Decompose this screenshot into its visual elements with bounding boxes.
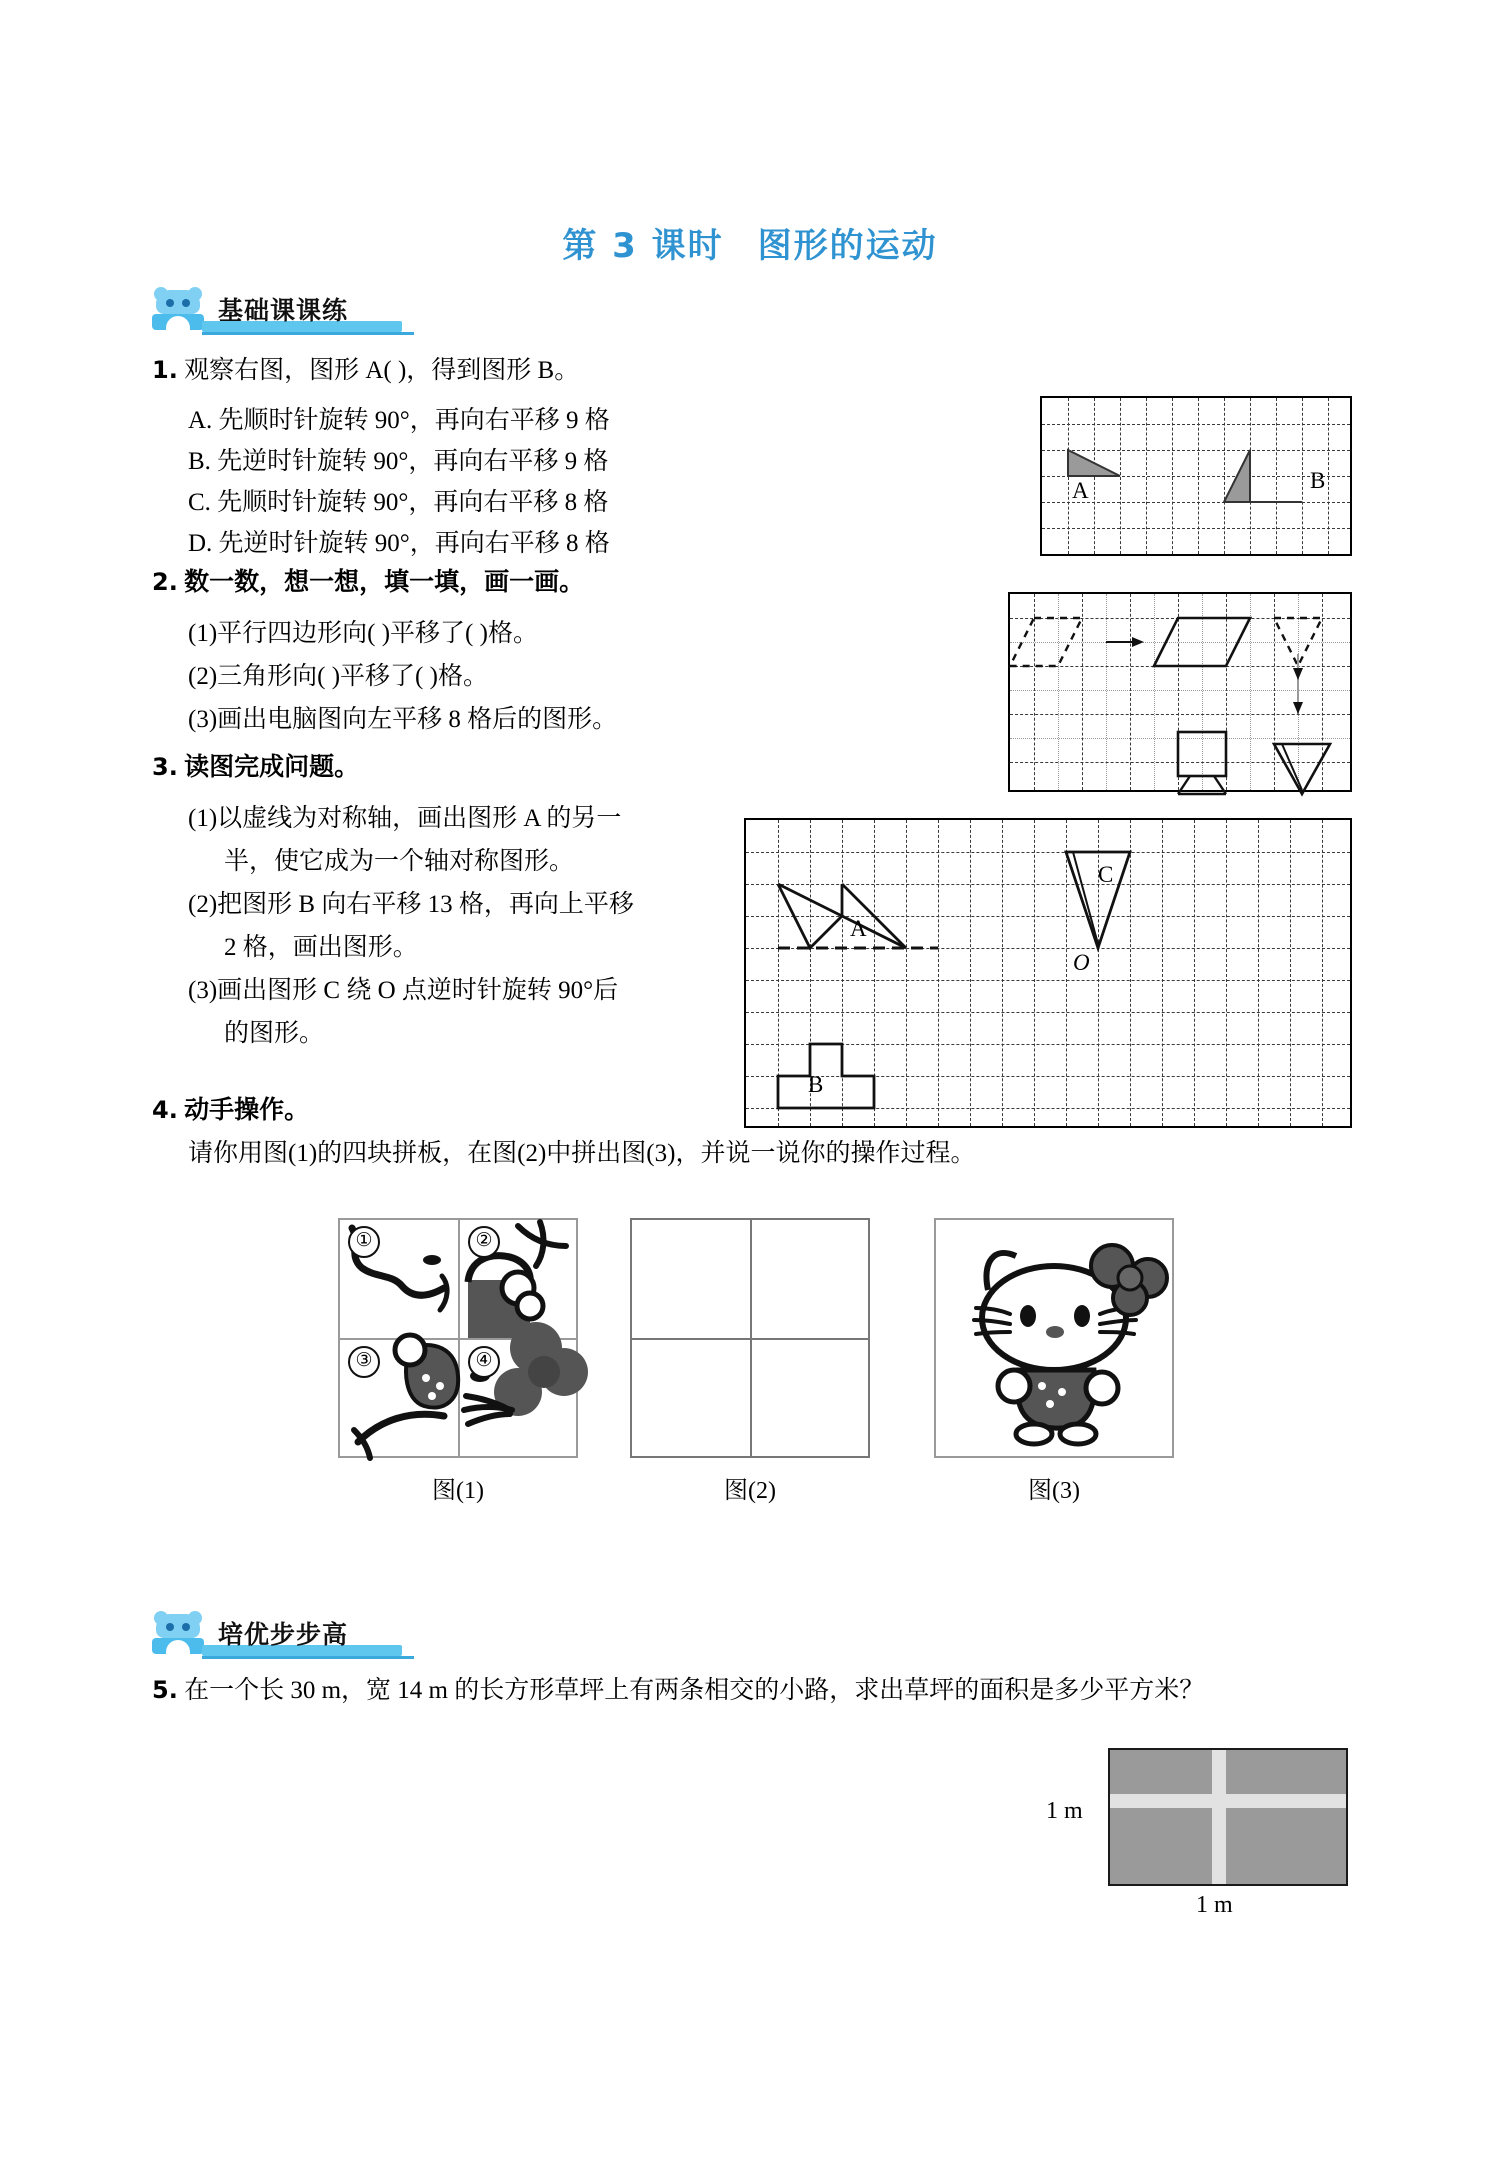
question-5-lawn-diagram bbox=[1108, 1748, 1348, 1886]
lawn-path-vertical bbox=[1212, 1750, 1226, 1884]
question-2-item-1: (1)平行四边形向( )平移了( )格。 bbox=[188, 620, 538, 647]
page-title-prefix: 第 3 课时 bbox=[562, 226, 724, 266]
question-2-stem: 数一数，想一想，填一填，画一画。 bbox=[184, 567, 585, 596]
question-3-item-3-line-2: 的图形。 bbox=[224, 1020, 325, 1047]
question-1-option-c: C. 先顺时针旋转 90°，再向右平移 8 格 bbox=[188, 489, 609, 516]
puzzle-caption-2: 图(2) bbox=[724, 1478, 776, 1504]
lawn-path-horizontal bbox=[1110, 1794, 1346, 1808]
question-1-option-a: A. 先顺时针旋转 90°，再向右平移 9 格 bbox=[188, 407, 610, 434]
puzzle-figure-2 bbox=[630, 1218, 870, 1458]
question-4 bbox=[152, 1088, 309, 1133]
section-badge-basic bbox=[152, 288, 412, 330]
puzzle-piece-number-3: ③ bbox=[348, 1346, 380, 1378]
question-1-stem: 观察右图，图形 A( )，得到图形 B。 bbox=[184, 357, 580, 384]
puzzle-caption-1: 图(1) bbox=[432, 1478, 484, 1504]
question-3-label-b: B bbox=[808, 1072, 824, 1097]
question-4-number: 4. bbox=[152, 1096, 178, 1124]
question-2 bbox=[152, 560, 584, 605]
question-5-stem: 在一个长 30 m，宽 14 m 的长方形草坪上有两条相交的小路，求出草坪的面积是多少平方米？ bbox=[184, 1677, 1205, 1704]
question-3-label-a: A bbox=[850, 916, 867, 941]
section-badge-advanced bbox=[152, 1612, 412, 1654]
question-3-label-c: C bbox=[1098, 862, 1114, 887]
question-3-label-o: O bbox=[1073, 950, 1090, 975]
lawn-bottom-label: 1 m bbox=[1196, 1892, 1233, 1918]
question-1-grid-figure bbox=[1040, 396, 1352, 556]
question-3-item-2-line-2: 2 格，画出图形。 bbox=[224, 934, 418, 961]
question-1-number: 1. bbox=[152, 356, 178, 384]
question-3-item-3-line-1: (3)画出图形 C 绕 O 点逆时针旋转 90°后 bbox=[188, 977, 619, 1004]
question-3-number: 3. bbox=[152, 753, 178, 781]
question-5-number: 5. bbox=[152, 1676, 178, 1704]
question-1-label-b: B bbox=[1310, 468, 1326, 493]
question-3-item-1-line-1: (1)以虚线为对称轴，画出图形 A 的另一 bbox=[188, 805, 622, 832]
question-1-label-a: A bbox=[1072, 478, 1089, 503]
question-3-grid-figure bbox=[744, 818, 1352, 1128]
puzzle-caption-3: 图(3) bbox=[1028, 1478, 1080, 1504]
page-title bbox=[0, 218, 1500, 267]
question-3 bbox=[152, 745, 359, 790]
question-4-stem: 动手操作。 bbox=[184, 1095, 310, 1124]
puzzle-piece-number-4: ④ bbox=[468, 1346, 500, 1378]
page-title-main: 图形的运动 bbox=[757, 226, 938, 266]
puzzle-piece-number-1: ① bbox=[348, 1226, 380, 1258]
question-3-item-2-line-1: (2)把图形 B 向右平移 13 格，再向上平移 bbox=[188, 891, 634, 918]
puzzle-figure-3 bbox=[934, 1218, 1174, 1458]
question-3-item-1-line-2: 半，使它成为一个轴对称图形。 bbox=[224, 848, 575, 875]
puzzle-piece-number-2: ② bbox=[468, 1226, 500, 1258]
question-1-option-d: D. 先逆时针旋转 90°，再向右平移 8 格 bbox=[188, 530, 610, 557]
bear-icon bbox=[152, 1614, 204, 1654]
section-badge-basic-label: 基础课课练 bbox=[218, 296, 349, 325]
question-2-number: 2. bbox=[152, 568, 178, 596]
question-3-shapes bbox=[746, 820, 1354, 1130]
puzzle-pieces-art bbox=[340, 1220, 580, 1460]
question-1-option-b: B. 先逆时针旋转 90°，再向右平移 9 格 bbox=[188, 448, 609, 475]
bear-icon bbox=[152, 290, 204, 330]
question-1 bbox=[152, 348, 579, 393]
question-3-stem: 读图完成问题。 bbox=[184, 752, 360, 781]
kitty-complete-art bbox=[936, 1220, 1176, 1460]
question-2-grid-figure bbox=[1008, 592, 1352, 792]
question-5 bbox=[152, 1668, 1204, 1713]
question-2-shapes bbox=[1010, 594, 1354, 794]
question-4-body: 请你用图(1)的四块拼板，在图(2)中拼出图(3)，并说一说你的操作过程。 bbox=[188, 1140, 976, 1167]
puzzle-figure-1 bbox=[338, 1218, 578, 1458]
section-badge-advanced-label: 培优步步高 bbox=[218, 1620, 349, 1649]
lawn-left-label: 1 m bbox=[1046, 1798, 1083, 1824]
question-2-item-2: (2)三角形向( )平移了( )格。 bbox=[188, 663, 488, 690]
question-2-item-3: (3)画出电脑图向左平移 8 格后的图形。 bbox=[188, 706, 618, 733]
